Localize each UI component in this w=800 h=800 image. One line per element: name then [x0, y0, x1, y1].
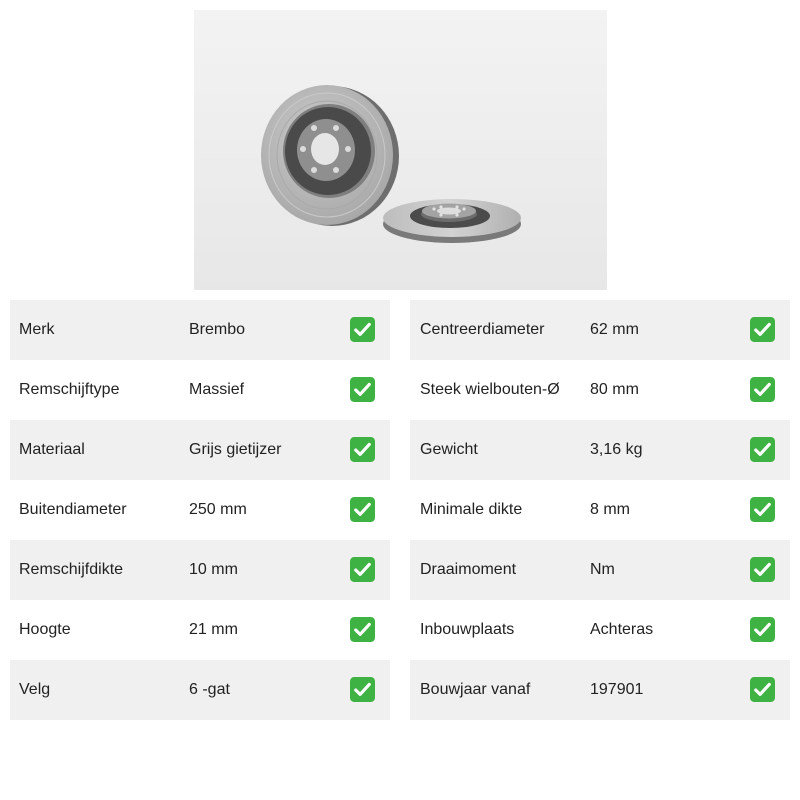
spec-row-centreerdiameter — [410, 300, 790, 360]
spec-value: 80 mm — [590, 381, 639, 398]
spec-label: Minimale dikte — [420, 501, 523, 518]
spec-label: Velg — [19, 681, 51, 698]
spec-value: Massief — [189, 381, 245, 398]
spec-value: Achteras — [590, 621, 654, 638]
spec-label: Bouwjaar vanaf — [420, 681, 531, 698]
spec-value: Nm — [590, 561, 615, 578]
spec-row-materiaal — [10, 420, 390, 480]
spec-table-right — [410, 300, 790, 720]
check-icon — [350, 677, 375, 702]
spec-row-hoogte — [10, 600, 390, 660]
spec-value: Brembo — [189, 321, 246, 338]
spec-value: 62 mm — [590, 321, 639, 338]
spec-label: Hoogte — [19, 621, 71, 638]
spec-row-merk — [10, 300, 390, 360]
brake-disc-image — [194, 10, 607, 290]
spec-row-draaimoment — [410, 540, 790, 600]
check-icon — [350, 317, 375, 342]
spec-table-left — [10, 300, 390, 720]
spec-row-gewicht — [410, 420, 790, 480]
check-icon — [750, 377, 775, 402]
check-icon — [750, 677, 775, 702]
spec-value: 21 mm — [189, 621, 238, 638]
check-icon — [350, 377, 375, 402]
check-icon — [350, 437, 375, 462]
spec-row-buitendiameter — [10, 480, 390, 540]
spec-label: Inbouwplaats — [420, 621, 515, 638]
check-icon — [750, 437, 775, 462]
spec-label: Gewicht — [420, 441, 478, 458]
spec-row-remschijftype — [10, 360, 390, 420]
spec-value: 6 -gat — [189, 681, 230, 698]
spec-label: Remschijftype — [19, 381, 120, 398]
spec-row-remschijfdikte — [10, 540, 390, 600]
check-icon — [750, 617, 775, 642]
spec-value: 250 mm — [189, 501, 247, 518]
spec-label: Remschijfdikte — [19, 561, 124, 578]
product-photo — [194, 10, 607, 290]
spec-value: 8 mm — [590, 501, 630, 518]
check-icon — [750, 557, 775, 582]
spec-label: Buitendiameter — [19, 501, 127, 518]
check-icon — [750, 497, 775, 522]
spec-value: Grijs gietijzer — [189, 441, 282, 458]
spec-label: Steek wielbouten-Ø — [420, 381, 560, 398]
spec-row-minimale-dikte — [410, 480, 790, 540]
spec-value: 3,16 kg — [590, 441, 643, 458]
spec-label: Draaimoment — [420, 561, 517, 578]
spec-row-inbouwplaats — [410, 600, 790, 660]
check-icon — [350, 617, 375, 642]
spec-row-steek-wielbouten — [410, 360, 790, 420]
spec-row-velg — [10, 660, 390, 720]
spec-label: Merk — [19, 321, 55, 338]
spec-value: 197901 — [590, 681, 644, 698]
spec-label: Materiaal — [19, 441, 85, 458]
spec-label: Centreerdiameter — [420, 321, 545, 338]
check-icon — [350, 497, 375, 522]
spec-value: 10 mm — [189, 561, 238, 578]
check-icon — [750, 317, 775, 342]
check-icon — [350, 557, 375, 582]
spec-row-bouwjaar-vanaf — [410, 660, 790, 720]
